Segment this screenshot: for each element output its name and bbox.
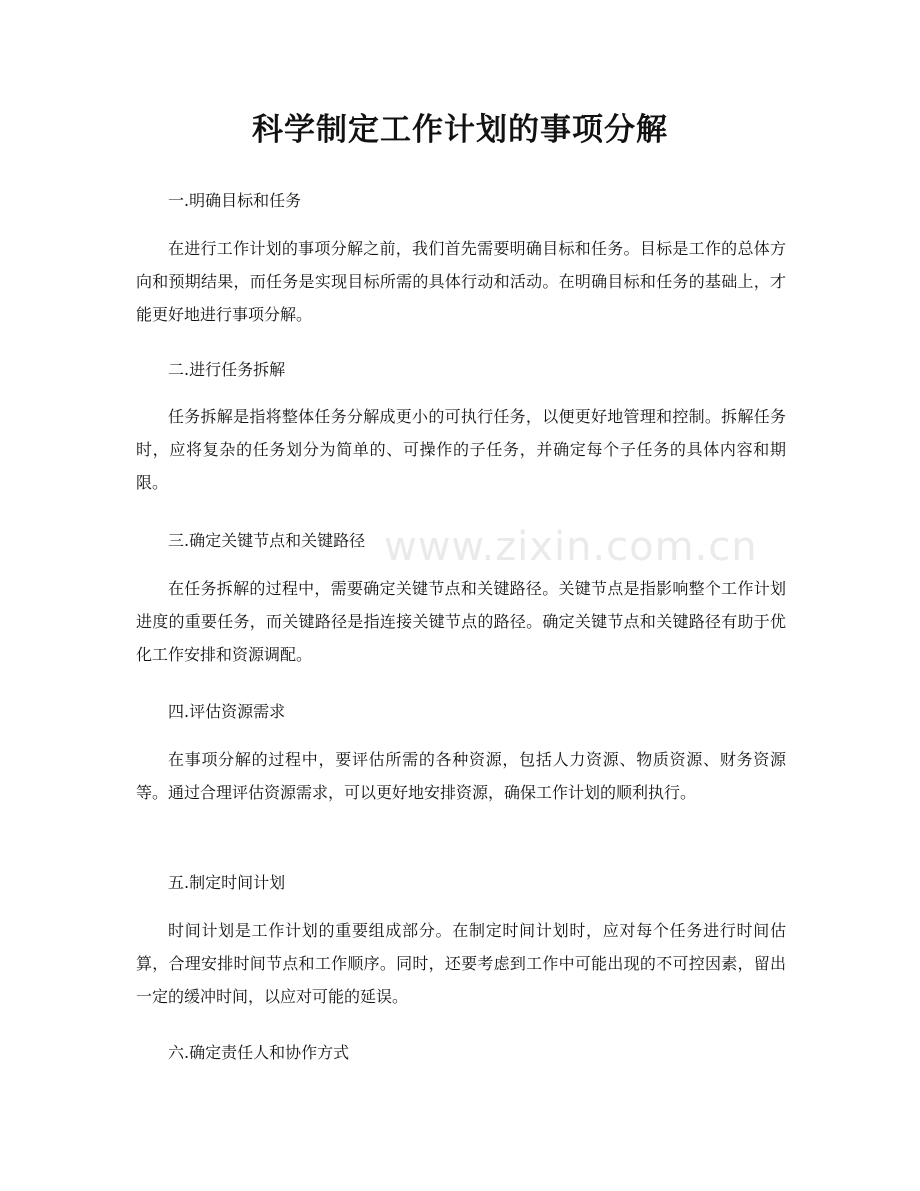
document-title: 科学制定工作计划的事项分解 (252, 112, 668, 148)
section-body-3: 在任务拆解的过程中，需要确定关键节点和关键路径。关键节点是指影响整个工作计划进度的重要任务，而关键路径是指连接关键节点的路径。确定关键节点和关键路径有助于优化工作安排和资源调配。 (136, 579, 786, 664)
section-heading-4: 四.评估资源需求 (168, 702, 286, 721)
section-heading-2: 二.进行任务拆解 (168, 360, 286, 379)
section-body-5: 时间计划是工作计划的重要组成部分。在制定时间计划时，应对每个任务进行时间估算，合理安排时间节点和工作顺序。同时，还要考虑到工作中可能出现的不可控因素，留出一定的缓冲时间，以应对可能的延误。 (136, 921, 786, 1006)
section-heading-6: 六.确定责任人和协作方式 (168, 1043, 350, 1062)
section-body-4: 在事项分解的过程中，要评估所需的各种资源，包括人力资源、物质资源、财务资源等。通过合理评估资源需求，可以更好地安排资源，确保工作计划的顺利执行。 (136, 750, 786, 802)
section-body-2: 任务拆解是指将整体任务分解成更小的可执行任务，以便更好地管理和控制。拆解任务时，应将复杂的任务划分为简单的、可操作的子任务，并确定每个子任务的具体内容和期限。 (136, 407, 786, 492)
section-heading-1: 一.明确目标和任务 (168, 191, 302, 210)
section-heading-5: 五.制定时间计划 (168, 873, 286, 892)
section-body-1: 在进行工作计划的事项分解之前，我们首先需要明确目标和任务。目标是工作的总体方向和预期结果，而任务是实现目标所需的具体行动和活动。在明确目标和任务的基础上，才能更好地进行事项分解。 (136, 239, 786, 324)
watermark-text: www.zixin.com.cn (384, 524, 758, 570)
section-heading-3: 三.确定关键节点和关键路径 (168, 531, 366, 550)
